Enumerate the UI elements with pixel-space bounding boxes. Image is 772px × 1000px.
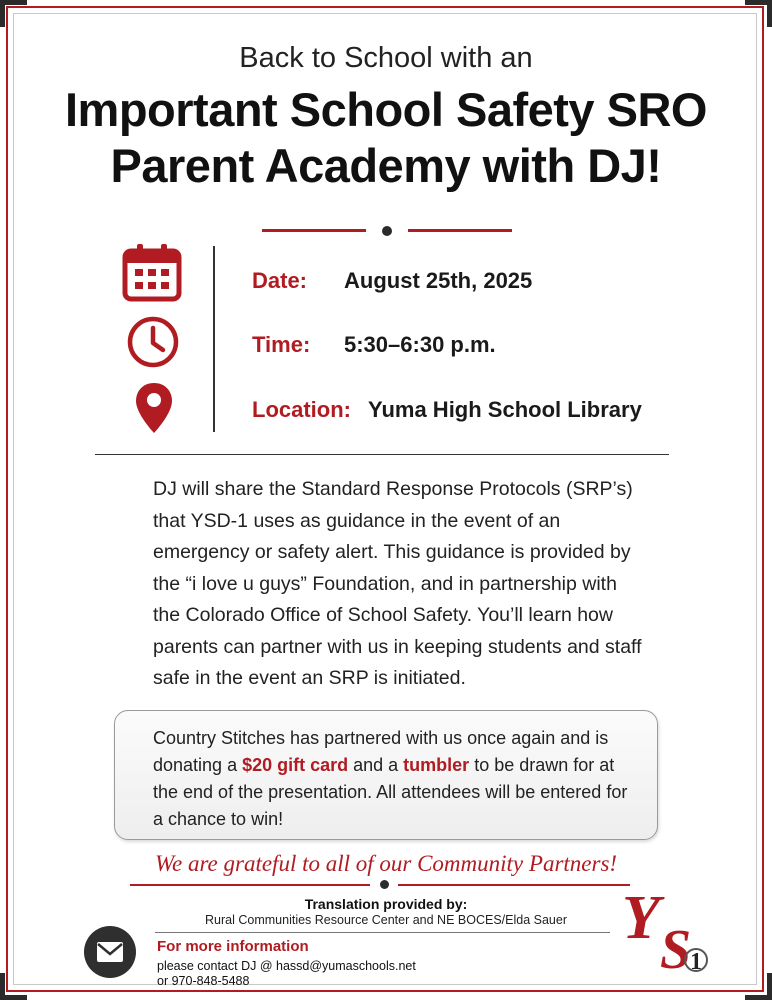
divider-dot — [382, 226, 392, 236]
prize-text-part: to be drawn for at the end of the presentation. All attendees will be entered for a chance to win! — [153, 755, 628, 829]
date-value: August 25th, 2025 — [344, 268, 533, 293]
translation-label: Translation provided by: — [304, 896, 468, 912]
title-line-1: Important School Safety SRO — [65, 83, 707, 136]
prize-text — [153, 725, 633, 833]
prize-text-part: and a — [348, 755, 404, 775]
prize-text-part: Country Stitches has partnered with us once again and is donating a — [153, 728, 609, 775]
prize-box — [114, 710, 658, 840]
contact-phone-line: or 970-848-5488 — [157, 974, 250, 988]
svg-text:1: 1 — [690, 949, 702, 975]
time-label: Time: — [252, 332, 311, 357]
section-divider — [95, 454, 669, 455]
contact-email-line: please contact DJ @ hassd@yumaschools.net — [157, 959, 416, 973]
divider-line — [130, 884, 370, 886]
calendar-icon — [121, 241, 183, 303]
info-separator — [213, 246, 215, 432]
corner-ornament — [0, 973, 27, 1000]
page-subtitle: Back to School with an — [239, 42, 533, 74]
svg-text:S: S — [660, 919, 692, 980]
more-info-label: For more information — [157, 938, 309, 955]
location-value: Yuma High School Library — [368, 397, 642, 422]
corner-ornament — [745, 0, 772, 27]
mail-icon — [84, 926, 136, 978]
svg-text:Y: Y — [622, 884, 660, 952]
date-label: Date: — [252, 268, 308, 293]
clock-icon — [125, 314, 181, 370]
corner-ornament — [745, 973, 772, 1000]
corner-ornament — [0, 0, 27, 27]
partners-thanks: We are grateful to all of our Community Partners! — [154, 851, 618, 876]
footer-divider — [130, 880, 630, 890]
divider-line — [398, 884, 630, 886]
translation-credit: Rural Communities Resource Center and NE BOCES/Elda Sauer — [205, 913, 567, 927]
title-divider — [0, 226, 772, 236]
divider-dot — [380, 880, 389, 889]
gift-card-highlight: $20 gift card — [242, 755, 349, 775]
divider-line — [262, 229, 366, 232]
title-line-2: Parent Academy with DJ! — [110, 139, 662, 192]
tumbler-highlight: tumbler — [403, 755, 470, 775]
time-value: 5:30–6:30 p.m. — [344, 332, 496, 357]
location-pin-icon — [133, 381, 175, 435]
location-label: Location: — [252, 397, 351, 422]
divider-line — [408, 229, 512, 232]
page-title — [0, 82, 772, 194]
translation-divider — [155, 932, 610, 933]
ysd1-logo — [620, 880, 720, 980]
event-description: DJ will share the Standard Response Protocols (SRP’s) that YSD-1 uses as guidance in the event of an emergency or safety alert. This guidance is provided by the “i love u guys” Foundation, and in partnership with the Colorado Office of School Safety. You’ll learn how parents can partner with us in keeping students and staff safe in the event an SRP is initiated. — [153, 478, 642, 689]
